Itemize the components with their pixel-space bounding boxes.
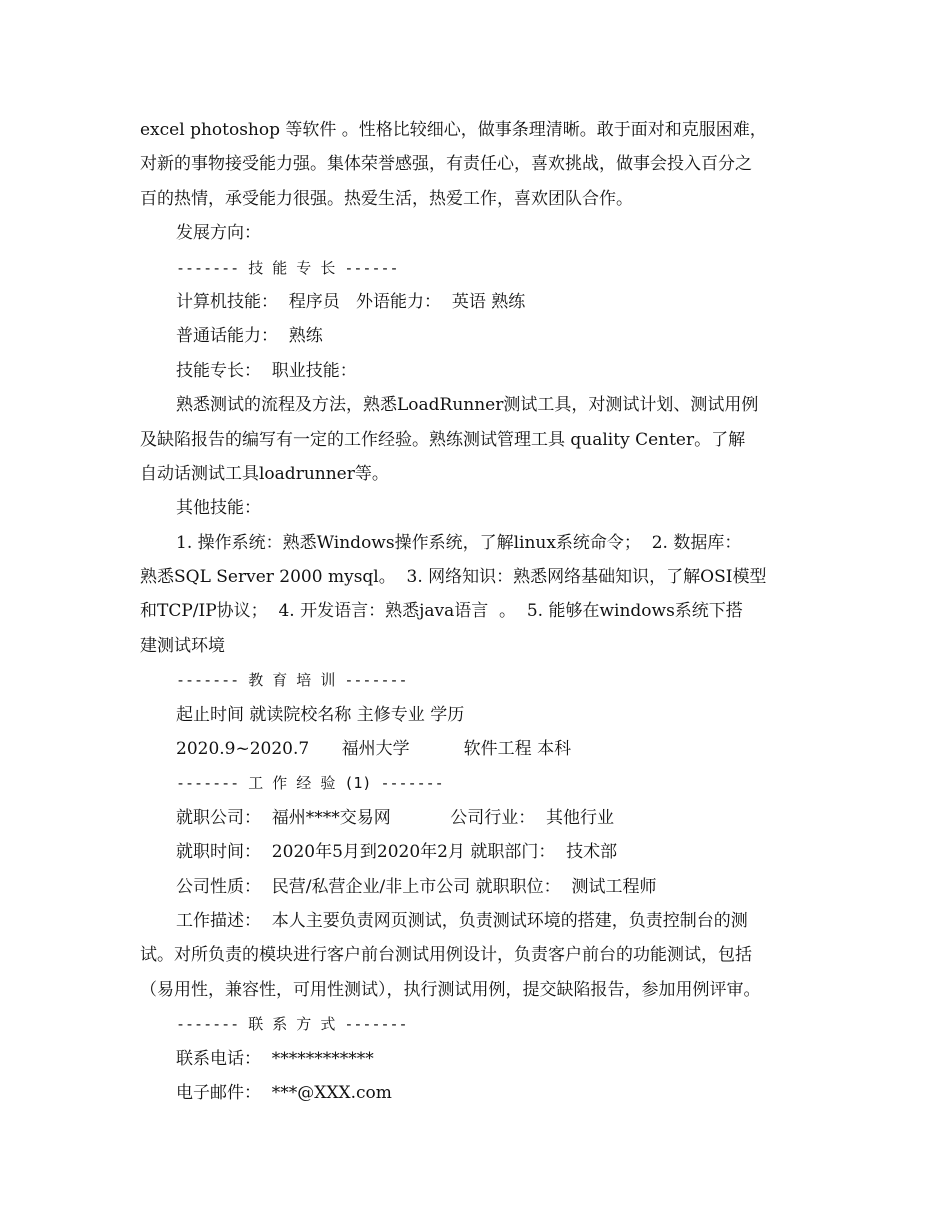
paragraph-line: 和TCP/IP协议； 4. 开发语言：熟悉java语言 。 5. 能够在windows系统下搭 xyxy=(140,601,743,622)
paragraph-line: （易用性，兼容性，可用性测试），执行测试用例，提交缺陷报告，参加用例评审。 xyxy=(140,979,761,1000)
section-header-education: ------- 教 育 培 训 ------- xyxy=(176,671,408,690)
company-line: 就职公司： 福州****交易网 公司行业： 其他行业 xyxy=(176,807,615,828)
job-description-line: 工作描述： 本人主要负责网页测试，负责测试环境的搭建，负责控制台的测 xyxy=(176,910,748,931)
education-header-row: 起止时间 就读院校名称 主修专业 学历 xyxy=(176,704,465,725)
section-header-skills: ------- 技 能 专 长 ------ xyxy=(176,258,399,277)
paragraph-line: 熟悉SQL Server 2000 mysql。 3. 网络知识：熟悉网络基础知识，了解OSI模型 xyxy=(140,567,767,588)
computer-skill-line: 计算机技能： 程序员 外语能力： 英语 熟练 xyxy=(176,291,526,312)
section-header-contact: ------- 联 系 方 式 ------- xyxy=(176,1015,408,1034)
other-skills-label: 其他技能： xyxy=(176,498,261,519)
paragraph-line: 熟悉测试的流程及方法，熟悉LoadRunner测试工具，对测试计划、测试用例 xyxy=(176,395,759,416)
email-line: 电子邮件： ***@XXX.com xyxy=(176,1082,392,1103)
phone-line: 联系电话： ************ xyxy=(176,1048,374,1069)
paragraph-line: 建测试环境 xyxy=(140,635,225,656)
paragraph-line: 及缺陷报告的编写有一定的工作经验。熟练测试管理工具 quality Center。了解 xyxy=(140,429,746,450)
company-type-line: 公司性质： 民营/私营企业/非上市公司 就职职位： 测试工程师 xyxy=(176,876,657,897)
employment-time-line: 就职时间： 2020年5月到2020年2月 就职部门： 技术部 xyxy=(176,842,618,863)
paragraph-line: 试。对所负责的模块进行客户前台测试用例设计，负责客户前台的功能测试，包括 xyxy=(140,945,752,966)
paragraph-line: excel photoshop 等软件 。性格比较细心，做事条理清晰。敢于面对和克服困难， xyxy=(140,120,767,140)
paragraph-line: 自动话测试工具loadrunner等。 xyxy=(140,463,389,484)
skill-specialty-line: 技能专长： 职业技能： xyxy=(176,360,357,381)
paragraph-line: 百的热情，承受能力很强。热爱生活，热爱工作，喜欢团队合作。 xyxy=(140,188,633,209)
paragraph-line: 对新的事物接受能力强。集体荣誉感强，有责任心，喜欢挑战，做事会投入百分之 xyxy=(140,154,752,175)
education-row: 2020.9~2020.7 福州大学 软件工程 本科 xyxy=(176,739,572,760)
resume-content xyxy=(140,113,820,1110)
section-label-development: 发展方向： xyxy=(176,223,261,244)
paragraph-line: 1. 操作系统：熟悉Windows操作系统，了解linux系统命令； 2. 数据库： xyxy=(176,532,742,553)
mandarin-skill-line: 普通话能力： 熟练 xyxy=(176,326,323,347)
section-header-experience: ------- 工 作 经 验 (1) ------- xyxy=(176,774,444,793)
